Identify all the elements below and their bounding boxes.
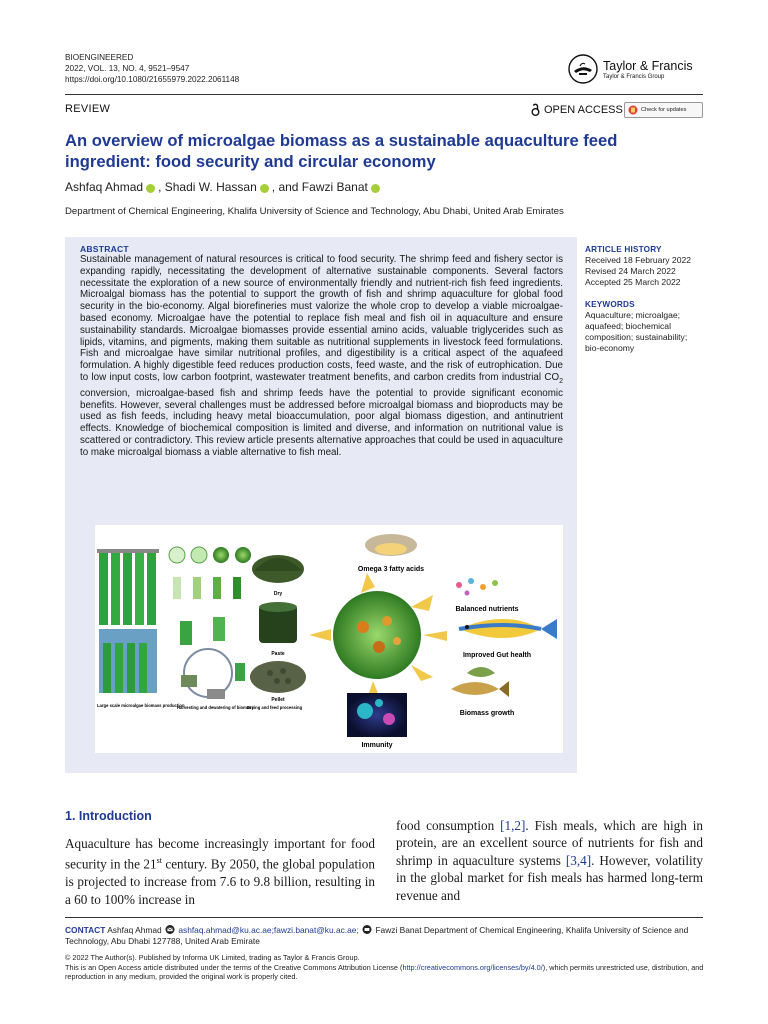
address-icon	[362, 925, 372, 934]
culture-flasks	[173, 577, 241, 599]
keywords-text: Aquaculture; microalgae; aquafeed; biochemical composition; sustainability; bio-economy	[585, 310, 688, 353]
author-list	[65, 180, 383, 194]
label-dry: Dry	[273, 591, 283, 597]
history-revised: Revised 24 March 2022	[585, 266, 676, 276]
copyright-line: © 2022 The Author(s). Published by Informa UK Limited, trading as Taylor & Francis Group.	[65, 953, 360, 962]
abstract-text: Sustainable management of natural resources is critical to food security. The shrimp feed and fishery sector is expanding rapidly, necessitating the development of alternative sustainable components. Several factors necessitate the exploration of a new source of environmentally friendly and nutrient-rich fish feed ingredients. Microalgal biomass has the potential to support the growth of fish and shrimp aquaculture for global food security in the bio-economy. Algal biorefineries must valorize the whole crop to develop a viable microalgae-based economy. Microalgae have the potential to replace fish meal and fish oil in aquaculture and ensure sustainability standards. Microalgae biomasses provide essential amino acids, valuable triglycerides such as lipids, vitamins, and pigments, making them suitable as nutritional supplements in livestock feed formulations. Fish and microalgae have similar nutritional profiles, and digestibility is a critical aspect of the aquafeed formulation. A highly digestible feed reduces production costs, feed waste, and the risk of eutrophication. Due to low input costs, low carbon footprint, wastewater treatment benefits, and carbon credits from industrial $CO_2$ conversion, microalgae-based fish and shrimp feeds have the potential to provide significant economic benefits. However, several challenges must be addressed before microalgal biomass and bioproducts may be used as fish feeds, including heavy metal bioaccumulation, poor algal biomass digestion, and antinutrient effects. Knowledge of biochemical composition is limited and diverse, and information on nutritional value is scattered or contradictory. This review article presents alternative approaches that could be used in aquaculture to make microalgal biomass a viable alternative to fish meal.	[80, 254, 563, 458]
greenhouse-image	[99, 629, 157, 693]
label-harvesting: Harvesting and dewatering of biomass	[177, 705, 254, 710]
microalgae-sphere	[333, 591, 421, 679]
abstract-heading: ABSTRACT	[80, 244, 129, 254]
orcid-icon[interactable]	[146, 184, 155, 193]
open-lock-icon	[531, 103, 540, 116]
check-updates-icon	[628, 105, 638, 115]
publisher-group: Taylor & Francis Group	[603, 73, 665, 80]
check-updates-button[interactable]	[624, 102, 703, 118]
fish-image	[459, 619, 557, 639]
citation-link[interactable]: [1,2]	[500, 818, 526, 833]
citation-link[interactable]: [3,4]	[565, 852, 592, 868]
keywords-heading: KEYWORDS	[585, 300, 635, 309]
journal-name: BIOENGINEERED	[65, 53, 134, 62]
photobioreactor-tubes	[97, 549, 159, 625]
journal-info	[65, 52, 239, 85]
contact-emails[interactable]: ashfaq.ahmad@ku.ac.ae;fawzi.banat@ku.ac.ae;	[178, 925, 359, 935]
open-access-label: OPEN ACCESS	[544, 103, 623, 116]
author-separator: ,	[158, 180, 165, 194]
contact-block	[65, 925, 705, 947]
journal-doi[interactable]: https://doi.org/10.1080/21655979.2022.2061148	[65, 75, 240, 84]
author-name[interactable]: Shadi W. Hassan	[164, 180, 257, 194]
label-paste: Paste	[271, 651, 285, 657]
publisher-lamp-icon	[568, 54, 598, 84]
author-name[interactable]: and Fawzi Banat	[278, 180, 368, 194]
label-large-scale: Large scale microalgae biomass production	[97, 703, 185, 708]
email-icon	[165, 925, 175, 934]
nutrient-dots	[456, 578, 498, 596]
label-immunity: Immunity	[361, 742, 393, 749]
fish-oil-image	[365, 534, 417, 556]
feed-forms	[250, 555, 306, 693]
history-received: Received 18 February 2022	[585, 255, 692, 265]
license-line: This is an Open Access article distributed under the terms of the Creative Commons Attribution License (http://creativecommons.org/licenses/by/4.0/), which permits unrestricted use, distribution, and reproduction in any medium, provided the original work is properly cited.	[65, 962, 704, 982]
label-biomass-growth: Biomass growth	[459, 710, 515, 717]
section-heading: 1. Introduction	[65, 809, 152, 823]
journal-volume: 2022, VOL. 13, NO. 4, 9521–9547	[65, 64, 190, 73]
header-rule	[65, 94, 703, 95]
intro-left-column: Aquaculture has become increasingly important for food security in the 21st century. By 2050, the global population is projected to increase from 7.6 to 9.8 billion, resulting in a 60 to 100% increase in	[65, 836, 375, 907]
label-pellet: Pellet	[271, 697, 285, 703]
harvest-cycle	[180, 617, 245, 699]
publisher-logo[interactable]	[568, 54, 693, 84]
copyright-block	[65, 953, 705, 982]
license-link[interactable]: http://creativecommons.org/licenses/by/4.0/	[402, 962, 543, 972]
graphical-abstract	[95, 525, 563, 753]
orcid-icon[interactable]	[371, 184, 380, 193]
author-separator: ,	[271, 180, 279, 194]
history-heading: ARTICLE HISTORY	[585, 245, 662, 254]
publisher-name: Taylor & Francis	[603, 58, 693, 73]
orcid-icon[interactable]	[260, 184, 269, 193]
contact-label: CONTACT	[65, 925, 106, 935]
history-accepted: Accepted 25 March 2022	[585, 277, 681, 287]
article-type: REVIEW	[65, 103, 111, 115]
perch-fish-image	[451, 667, 509, 697]
article-title: An overview of microalgae biomass as a sustainable aquaculture feed ingredient: food security and circular economy	[65, 131, 618, 171]
contact-author: Ashfaq Ahmad	[107, 925, 162, 935]
author-name[interactable]: Ashfaq Ahmad	[65, 180, 144, 194]
microalgae-cells	[169, 547, 251, 563]
keywords-block	[585, 299, 715, 354]
label-omega: Omega 3 fatty acids	[357, 566, 425, 573]
label-balanced: Balanced nutrients	[455, 606, 519, 613]
immunity-virus-image	[347, 693, 407, 737]
label-drying: Drying and feed processing	[247, 705, 303, 710]
label-gut: Improved Gut health	[462, 652, 532, 659]
intro-right-column: food consumption [1,2]. Fish meals, which are high in protein, are an excellent source of nutrients for fish and shrimp in aquaculture systems [3,4]. However, volatility in the global market for fish meals has harmed long-term revenue and	[396, 818, 704, 903]
affiliation: Department of Chemical Engineering, Khalifa University of Science and Technology, Abu Dhabi, United Arab Emirates	[65, 206, 564, 217]
open-access-badge	[531, 103, 623, 116]
footer-rule	[65, 917, 703, 918]
article-history	[585, 244, 715, 288]
contact-address: Fawzi Banat Department of Chemical Engineering, Khalifa University of Science and Technology, Abu Dhabi 127788, United Arab Emirate	[65, 925, 689, 946]
check-updates-label: Check for updates	[641, 107, 687, 113]
